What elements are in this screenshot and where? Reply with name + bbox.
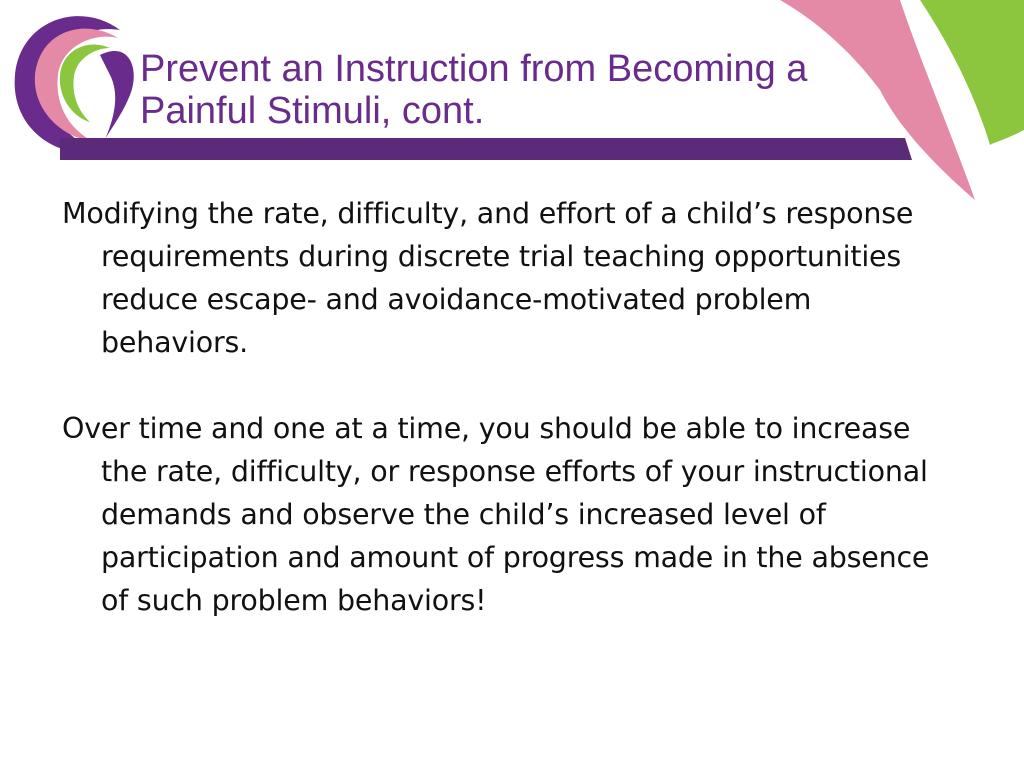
slide-title: [140, 48, 960, 132]
logo-swirl-icon: [15, 16, 134, 152]
body-paragraph-1: Modifying the rate, difficulty, and effort of a child’s response requirements during discrete trial teaching opportunities reduce escape- and avoidance-motivated problem behaviors.: [62, 197, 914, 359]
slide-title-line-2: Painful Stimuli, cont.: [140, 90, 485, 132]
slide-body: [62, 192, 962, 665]
title-underline-bar: [60, 138, 912, 160]
body-paragraph-2: Over time and one at a time, you should be able to increase the rate, difficulty, or response efforts of your instructional demands and observe the child’s increased level of participation and amount of progress made in the absence of such problem behaviors!: [62, 412, 930, 617]
slide-title-line-1: Prevent an Instruction from Becoming a: [140, 48, 808, 90]
